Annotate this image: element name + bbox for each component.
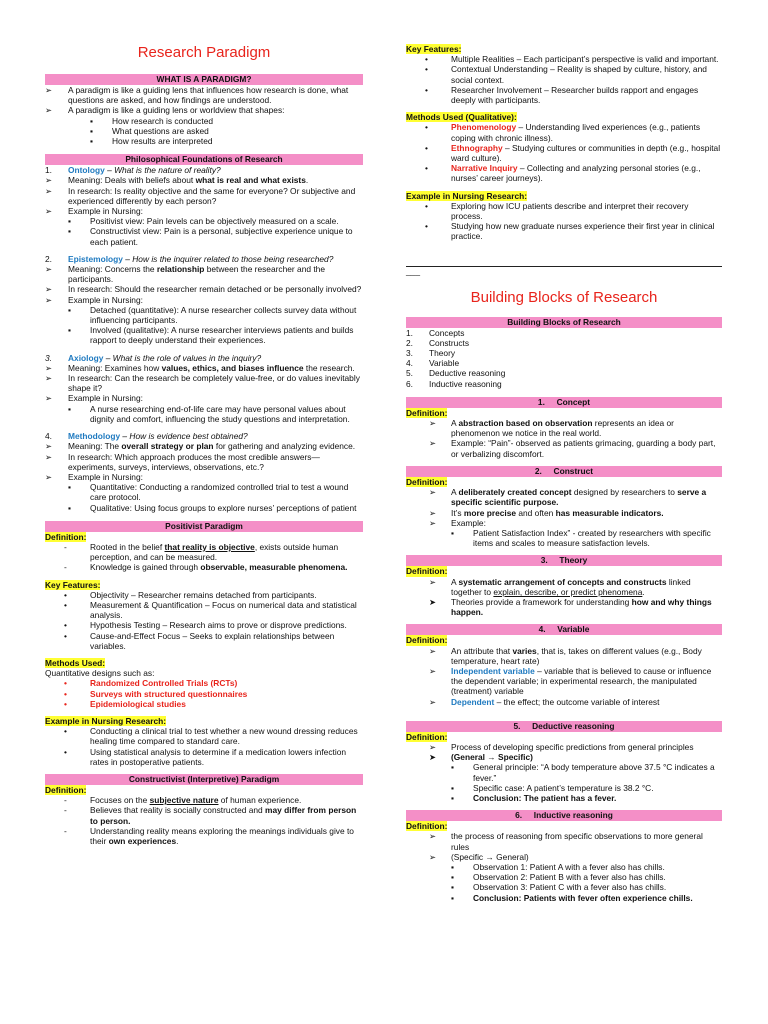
foundations-header: Philosophical Foundations of Research — [45, 154, 363, 165]
paradigm-sub-1: ▪ How research is conducted — [90, 115, 214, 126]
concept-def-2: ➢ Example: “Pain”- observed as patients grimacing, guarding a body part, or verbalizing discomfort. — [429, 438, 716, 459]
research-paradigm-title: Research Paradigm — [137, 44, 271, 61]
variable-def-3: ➢ Dependent – the effect; the outcome variable of interest — [429, 696, 660, 707]
methodology-research: ➢ In research: Which approach produces the most credible answers—experiments, surveys, interviews, observations, etc.? — [45, 451, 320, 472]
variable-def-2: ➢ Independent variable – variable that is believed to cause or influence the dependent variable; in experimental research, the manipulated (treatment) variable — [429, 665, 712, 697]
positivist-header: Positivist Paradigm — [45, 521, 363, 532]
constructivist-example-label: Example in Nursing Research: — [406, 190, 528, 201]
constructivist-feature: • Multiple Realities – Each participant’s perspective is valid and important. — [425, 54, 719, 65]
inductive-step: ▪ Observation 1: Patient A with a fever also has chills. — [451, 861, 665, 872]
constructivist-def-3: - Understanding reality means exploring the meanings individuals give to their own experiences. — [64, 825, 354, 846]
concept-header: 1. Concept — [406, 397, 722, 408]
inductive-def-1: ➢ the process of reasoning from specific observations to more general rules — [429, 831, 703, 852]
constructivist-definition-label: Definition: — [45, 784, 87, 795]
right-column — [406, 0, 722, 903]
positivist-method: • Randomized Controlled Trials (RCTs) — [64, 678, 238, 689]
qualitative-method: • Ethnography – Studying cultures or communities in depth (e.g., hospital ward culture). — [425, 142, 721, 164]
paradigm-point-1: ➢ A paradigm is like a guiding lens that influences how research is done, what questions are asked, and how findings are understood. — [45, 85, 349, 106]
bb-list-item: 4. Variable — [406, 358, 460, 369]
methodology-example-1: ▪ Quantitative: Conducting a randomized controlled trial to test a wound care protocol. — [68, 482, 349, 503]
epistemology-example-label: ➢ Example in Nursing: — [45, 294, 143, 305]
axiology-heading: 3. Axiology – What is the role of values in the inquiry? — [45, 352, 262, 363]
left-column — [45, 0, 363, 846]
paradigm-point-2: ➢ A paradigm is like a guiding lens or worldview that shapes: — [45, 105, 285, 116]
constructivist-key-features-label: Key Features: — [406, 44, 462, 54]
variable-def-1: ➢ An attribute that varies, that is, takes on different values (e.g., Body temperature, heart rate) — [429, 645, 702, 666]
epistemology-example-2: ▪ Involved (qualitative): A nurse researcher interviews patients and builds rapport to deeply understand their experiences. — [68, 325, 354, 346]
inductive-header: 6. Inductive reasoning — [406, 810, 722, 821]
constructivist-def-1: - Focuses on the subjective nature of human experience. — [64, 795, 302, 806]
deductive-conclusion: ▪ Conclusion: The patient has a fever. — [451, 792, 617, 803]
positivist-feature: • Cause-and-Effect Focus – Seeks to explain relationships between variables. — [64, 630, 335, 651]
variable-header: 4. Variable — [406, 624, 722, 635]
positivist-def-1: - Rooted in the belief that reality is objective, exists outside human perception, and can be measured. — [64, 541, 339, 563]
positivist-definition-label: Definition: — [45, 531, 87, 542]
constructivist-def-2: - Believes that reality is socially constructed and may differ from person to person. — [64, 805, 357, 826]
positivist-feature: • Objectivity – Researcher remains detached from participants. — [64, 589, 317, 600]
axiology-meaning: ➢ Meaning: Examines how values, ethics, and biases influence the research. — [45, 362, 355, 373]
methodology-example-label: ➢ Example in Nursing: — [45, 471, 143, 482]
deductive-header: 5. Deductive reasoning — [406, 721, 722, 732]
bb-list-item: 6. Inductive reasoning — [406, 378, 502, 389]
concept-def-1: ➢ A abstraction based on observation represents an idea or phenomenon we notice in the real world. — [429, 418, 674, 439]
bb-list-item: 3. Theory — [406, 348, 456, 359]
bb-list-item: 1. Concepts — [406, 327, 465, 338]
positivist-feature: • Hypothesis Testing – Research aims to prove or disprove predictions. — [64, 620, 347, 631]
qualitative-method: • Narrative Inquiry – Collecting and analyzing personal stories (e.g., nurses’ career journeys). — [425, 163, 701, 184]
inductive-step: ▪ Observation 3: Patient C with a fever also has chills. — [451, 882, 667, 893]
inductive-conclusion: ▪ Conclusion: Patients with fever often experience chills. — [451, 892, 693, 903]
construct-example-label: ➢ Example: — [429, 517, 486, 528]
variable-definition-label: Definition: — [406, 635, 448, 646]
bb-list-item: 2. Constructs — [406, 337, 470, 348]
deductive-step: ▪ Specific case: A patient’s temperature is 38.2 °C. — [451, 782, 654, 793]
positivist-method: • Epidemiological studies — [64, 698, 186, 709]
concept-definition-label: Definition: — [406, 407, 448, 418]
deductive-definition-label: Definition: — [406, 731, 448, 742]
positivist-def-2: - Knowledge is gained through observable, measurable phenomena. — [64, 562, 348, 573]
methodology-heading: 4. Methodology – How is evidence best obtained? — [45, 431, 248, 442]
what-is-paradigm-header: WHAT IS A PARADIGM? — [45, 74, 363, 85]
constructivist-feature: • Contextual Understanding – Reality is shaped by culture, history, and social context. — [425, 64, 707, 85]
building-blocks-title: Building Blocks of Research — [470, 288, 658, 306]
paradigm-sub-2: ▪ What questions are asked — [90, 125, 209, 136]
paradigm-sub-3: ▪ How results are interpreted — [90, 136, 213, 147]
constructivist-example: • Studying how new graduate nurses experience their first year in clinical practice. — [425, 221, 715, 242]
constructivist-feature: • Researcher Involvement – Researcher builds rapport and engages deeply with participants. — [425, 84, 699, 106]
axiology-example-label: ➢ Example in Nursing: — [45, 393, 143, 404]
ontology-research: ➢ In research: Is reality objective and the same for everyone? Or subjective and experienced differently by each person? — [45, 185, 356, 206]
axiology-example-1: ▪ A nurse researching end-of-life care may have personal values about dignity and comfort, influencing the study questions and interpretation. — [68, 403, 350, 424]
positivist-methods-intro: Quantitative designs such as: — [45, 668, 155, 679]
deductive-def-2: ➤ (General → Specific) — [429, 752, 533, 763]
inductive-definition-label: Definition: — [406, 821, 448, 832]
ontology-meaning: ➢ Meaning: Deals with beliefs about what is real and what exists. — [45, 175, 309, 186]
inductive-def-2: ➢ (Specific → General) — [429, 851, 529, 862]
positivist-example: • Conducting a clinical trial to test whether a new wound dressing reduces healing time compared to standard care. — [64, 726, 358, 747]
positivist-key-features-label: Key Features: — [45, 579, 101, 590]
epistemology-research: ➢ In research: Should the researcher remain detached or be personally involved? — [45, 284, 362, 295]
construct-example: ▪ Patient Satisfaction Index” - created by researchers with specific items and scales to measure satisfaction levels. — [451, 527, 711, 549]
deductive-def-1: ➢ Process of developing specific predictions from general principles — [429, 741, 694, 752]
positivist-example-label: Example in Nursing Research: — [45, 715, 167, 726]
inductive-step: ▪ Observation 2: Patient B with a fever also has chills. — [451, 872, 666, 883]
section-divider-tail: ___ — [406, 265, 420, 276]
methodology-example-2: ▪ Qualitative: Using focus groups to explore nurses’ perceptions of patient — [68, 502, 357, 513]
bb-list-item: 5. Deductive reasoning — [406, 368, 506, 379]
theory-definition-label: Definition: — [406, 566, 448, 577]
methodology-meaning: ➢ Meaning: The overall strategy or plan for gathering and analyzing evidence. — [45, 441, 356, 452]
ontology-heading: 1. Ontology – What is the nature of reality? — [45, 165, 221, 176]
axiology-research: ➢ In research: Can the research be completely value-free, or do values inevitably shape it? — [45, 373, 360, 394]
theory-def-1: ➢ A systematic arrangement of concepts and constructs linked together to explain, describe, or predict phenomena. — [429, 576, 691, 597]
deductive-step: ▪ General principle: “A body temperature above 37.5 °C indicates a fever.” — [451, 762, 715, 783]
theory-header: 3. Theory — [406, 555, 722, 566]
positivist-method: • Surveys with structured questionnaires — [64, 688, 248, 699]
construct-definition-label: Definition: — [406, 476, 448, 487]
ontology-example-2: ▪ Constructivist view: Pain is a personal, subjective experience unique to each patient. — [68, 226, 353, 247]
qualitative-methods-label: Methods Used (Qualitative): — [406, 112, 517, 123]
positivist-feature: • Measurement & Quantification – Focus on numerical data and statistical analysis. — [64, 599, 357, 621]
epistemology-example-1: ▪ Detached (quantitative): A nurse researcher collects survey data without influencing participants. — [68, 304, 357, 326]
positivist-methods-label: Methods Used: — [45, 657, 106, 668]
theory-def-2: ➤ Theories provide a framework for understanding how and why things happen. — [429, 596, 712, 618]
epistemology-meaning: ➢ Meaning: Concerns the relationship between the researcher and the participants. — [45, 264, 325, 285]
epistemology-heading: 2. Epistemology – How is the inquirer related to those being researched? — [45, 253, 334, 264]
building-blocks-header: Building Blocks of Research — [406, 317, 722, 328]
construct-def-1: ➢ A deliberately created concept designed by researchers to serve a specific scientific purpose. — [429, 487, 707, 508]
construct-def-2: ➢ It’s more precise and often has measurable indicators. — [429, 507, 664, 518]
constructivist-example: • Exploring how ICU patients describe and interpret their recovery process. — [425, 200, 689, 222]
construct-header: 2. Construct — [406, 466, 722, 477]
qualitative-method: • Phenomenology – Understanding lived experiences (e.g., patients coping with chronic illness). — [425, 122, 701, 143]
constructivist-header: Constructivist (Interpretive) Paradigm — [45, 774, 363, 785]
positivist-example: • Using statistical analysis to determine if a medication lowers infection rates in postoperative patients. — [64, 746, 347, 767]
ontology-example-label: ➢ Example in Nursing: — [45, 206, 143, 217]
ontology-example-1: ▪ Positivist view: Pain levels can be objectively measured on a scale. — [68, 216, 339, 227]
